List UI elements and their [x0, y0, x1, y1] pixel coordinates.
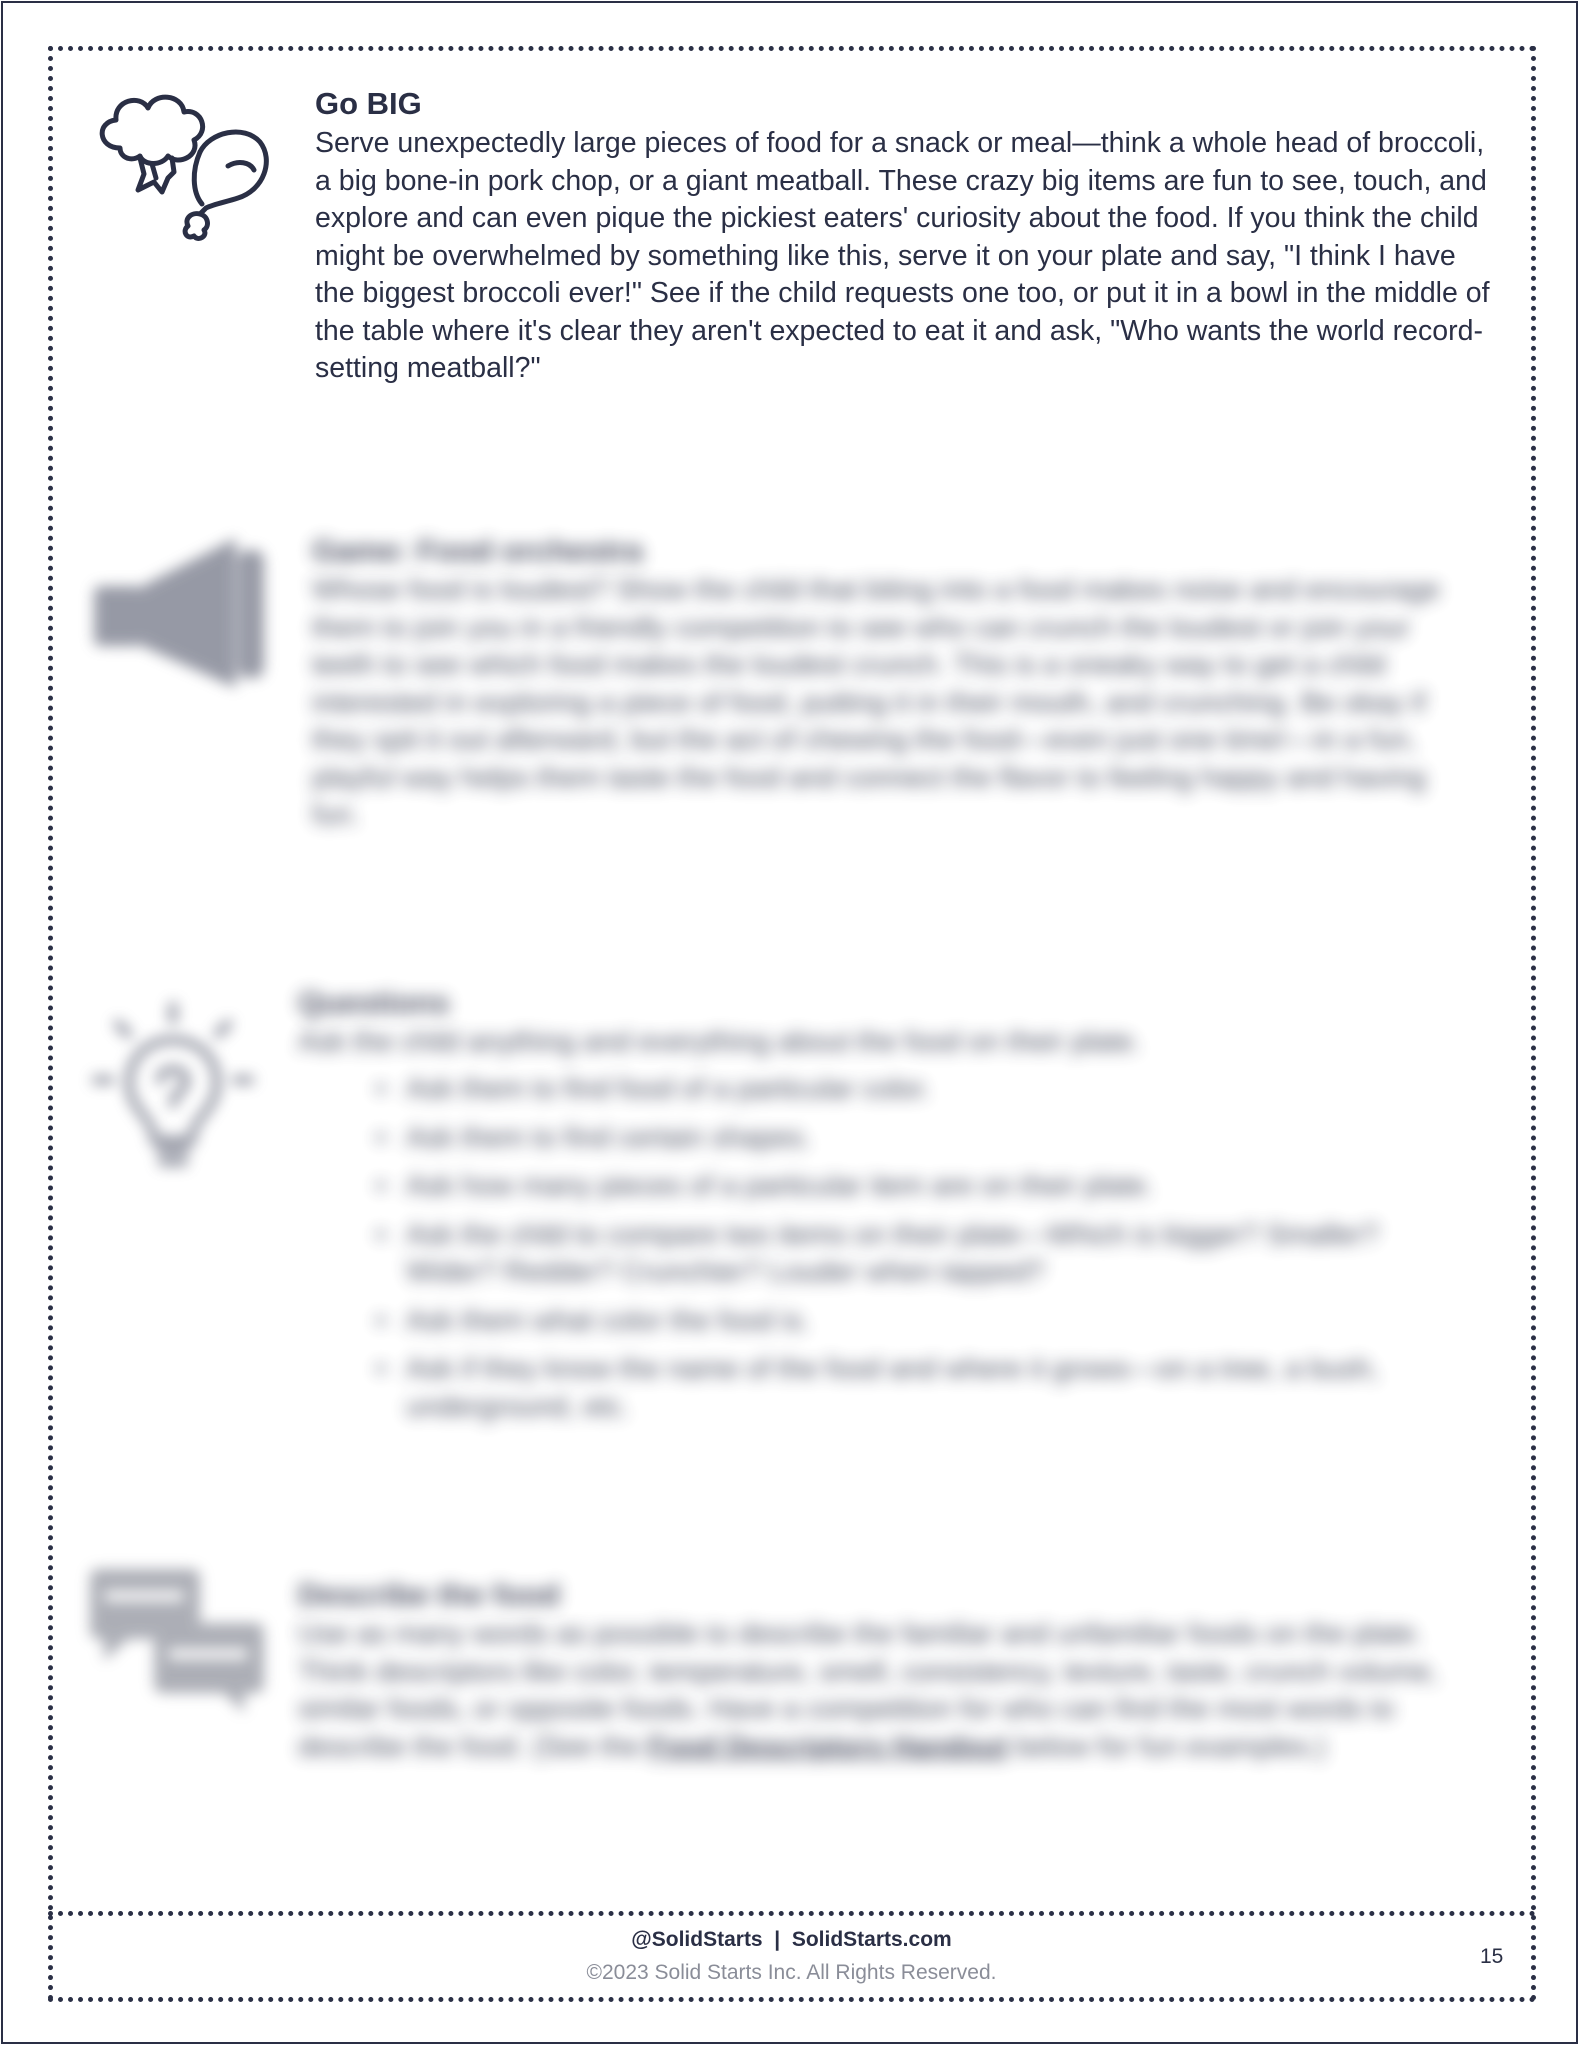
describe-text-after: below for fun examples.) [1007, 1730, 1326, 1763]
list-item: • Ask them what color the food is. [376, 1303, 1396, 1341]
footer-copyright: ©2023 Solid Starts Inc. All Rights Reserved. [586, 1961, 997, 1984]
page-number: 15 [1480, 1945, 1504, 1968]
broccoli-drumstick-icon [88, 86, 273, 241]
section-body-food-orchestra: Whose food is loudest? Show the child that biting into a food makes noise and encourage them to join you in a friendly competition to see who can crunch the loudest or join your teeth to see which food makes the loudest crunch. This is a sneaky way to get a child interested in exploring a piece of food, putting it in their mouth, and crunching. Be okay if they spit it out afterward, but the act of chewing the food—even just one time!—in a fun, playful way helps them taste the food and connect the flavor to feeling happy and having fun. [312, 574, 1441, 831]
questions-list [376, 1071, 1396, 1426]
megaphone-icon [86, 530, 281, 695]
list-item: • Ask if they know the name of the food and where it grows—on a tree, a bush, underground, etc. [376, 1351, 1396, 1426]
list-item: • Ask them to find food of a particular color. [376, 1071, 1396, 1109]
section-body-describe-food [298, 1616, 1468, 1766]
list-item: • Ask them to find certain shapes. [376, 1120, 1396, 1158]
lightbulb-question-icon [88, 1000, 258, 1180]
section-title-questions: Questions [298, 985, 450, 1020]
section-body-go-big: Serve unexpectedly large pieces of food for a snack or meal—think a whole head of broccoli, a big bone-in pork chop, or a giant meatball. These crazy big items are fun to see, touch, and explore and can even pique the pickiest eaters' curiosity about the food. If you think the child might be overwhelmed by something like this, serve it on your plate and say, "I think I have the biggest broccoli ever!" See if the child requests one too, or put it in a bowl in the middle of the table where it's clear they aren't expected to eat it and ask, "Who wants the world record-setting meatball?" [315, 127, 1490, 384]
describe-text-before: Use as many words as possible to describe the familiar and unfamiliar foods on the plate. Think descriptors like color, temperature, smell, consistency, texture, taste, crunch volume, similar foods, or opposite foods. Have a competition for who can find the most words to describe the food. (See the [298, 1618, 1438, 1763]
list-item: • Ask how many pieces of a particular item are on their plate. [376, 1168, 1396, 1206]
footer-handle-and-site: @SolidStarts | SolidStarts.com [631, 1928, 952, 1951]
section-title-go-big: Go BIG [315, 86, 422, 121]
section-intro-questions: Ask the child anything and everything about the food on their plate. [298, 1026, 1141, 1058]
questions-list-container [376, 1071, 1396, 1437]
food-descriptors-handout-link[interactable]: Food Descriptors Handout [648, 1730, 1008, 1763]
section-title-food-orchestra: Game: Food orchestra [312, 533, 643, 568]
speech-bubbles-icon [84, 1565, 269, 1715]
list-item: • Ask the child to compare two items on their plate—Which is bigger? Smaller? Wider? Redder? Crunchier? Louder when tapped? [376, 1217, 1396, 1292]
footer-divider [48, 1911, 1536, 1916]
section-title-describe-food: Describe the food [298, 1577, 560, 1612]
